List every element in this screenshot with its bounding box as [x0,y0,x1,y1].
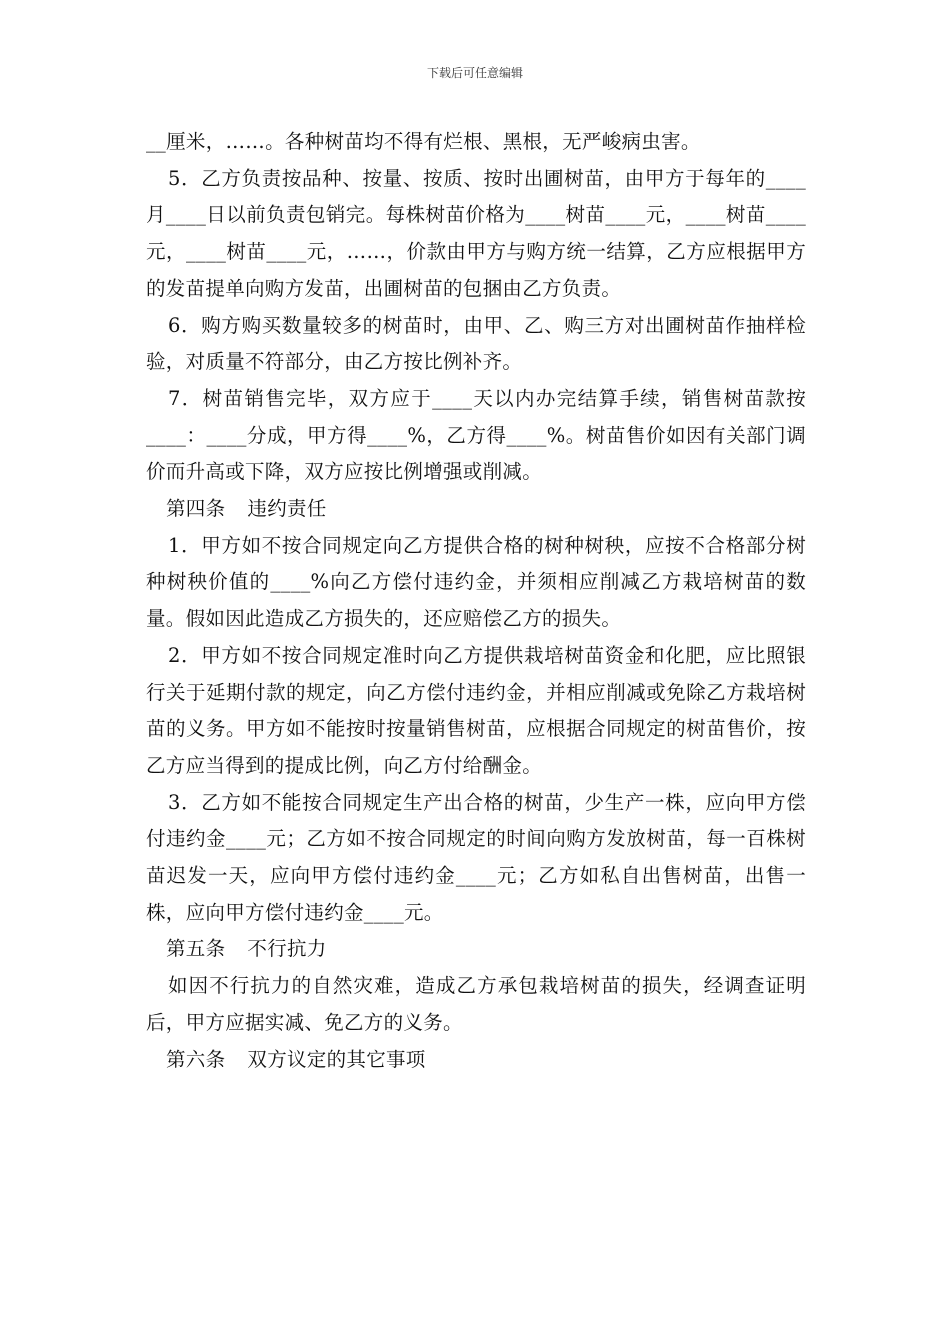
paragraph-seedling-quality: __厘米，……。各种树苗均不得有烂根、黑根，无严峻病虫害。 [146,130,701,153]
document-body [146,124,806,1078]
paragraph-breach-1: 1．甲方如不按合同规定向乙方提供合格的树种树秧，应按不合格部分树种树秧价值的____%向乙方偿付违约金，并须相应削减乙方栽培树苗的数量。假如因此造成乙方损失的，还应赔偿乙方的损失。 [146,533,806,631]
article-number: 第四条 [166,497,226,521]
paragraph-breach-2: 2．甲方如不按合同规定准时向乙方提供栽培树苗资金和化肥，应比照银行关于延期付款的规定，向乙方偿付违约金，并相应削减或免除乙方栽培树苗的义务。甲方如不能按时按量销售树苗，应根据合同规定的树苗售价，按乙方应当得到的提成比例，向乙方付给酬金。 [146,643,806,777]
paragraph-breach-3: 3．乙方如不能按合同规定生产出合格的树苗，少生产一株，应向甲方偿付违约金____元；乙方如不按合同规定的时间向购方发放树苗，每一百株树苗迟发一天，应向甲方偿付违约金____元；乙方如私自出售树苗，出售一株，应向甲方偿付违约金____元。 [146,790,806,924]
paragraph-clause-6: 6．购方购买数量较多的树苗时，由甲、乙、购三方对出圃树苗作抽样检验，对质量不符部分，由乙方按比例补齐。 [146,313,806,374]
article-heading-6 [146,1042,806,1079]
article-heading-4 [146,491,806,528]
article-number: 第五条 [166,937,226,961]
article-heading-5 [146,931,806,968]
paragraph-force-majeure: 如因不行抗力的自然灾难，造成乙方承包栽培树苗的损失，经调查证明后，甲方应据实减、免乙方的义务。 [146,974,806,1034]
article-title: 双方议定的其它事项 [247,1047,426,1071]
article-title: 违约责任 [247,497,327,521]
paragraph-clause-7: 7．树苗销售完毕，双方应于____天以内办完结算手续，销售树苗款按____：____分成，甲方得____%，乙方得____%。树苗售价如因有关部门调价而升高或下降，双方应按比例增强或削减。 [146,386,806,484]
article-number: 第六条 [166,1047,226,1071]
page-header: 下载后可任意编辑 [426,66,523,80]
paragraph-clause-5: 5．乙方负责按品种、按量、按质、按时出圃树苗，由甲方于每年的____月____日以前负责包销完。每株树苗价格为____树苗____元，____树苗____元，____树苗____元，……，价款由甲方与购方统一结算，乙方应根据甲方的发苗提单向购方发苗，出圃树苗的包捆由乙方负责。 [146,166,806,300]
article-title: 不行抗力 [247,937,327,961]
